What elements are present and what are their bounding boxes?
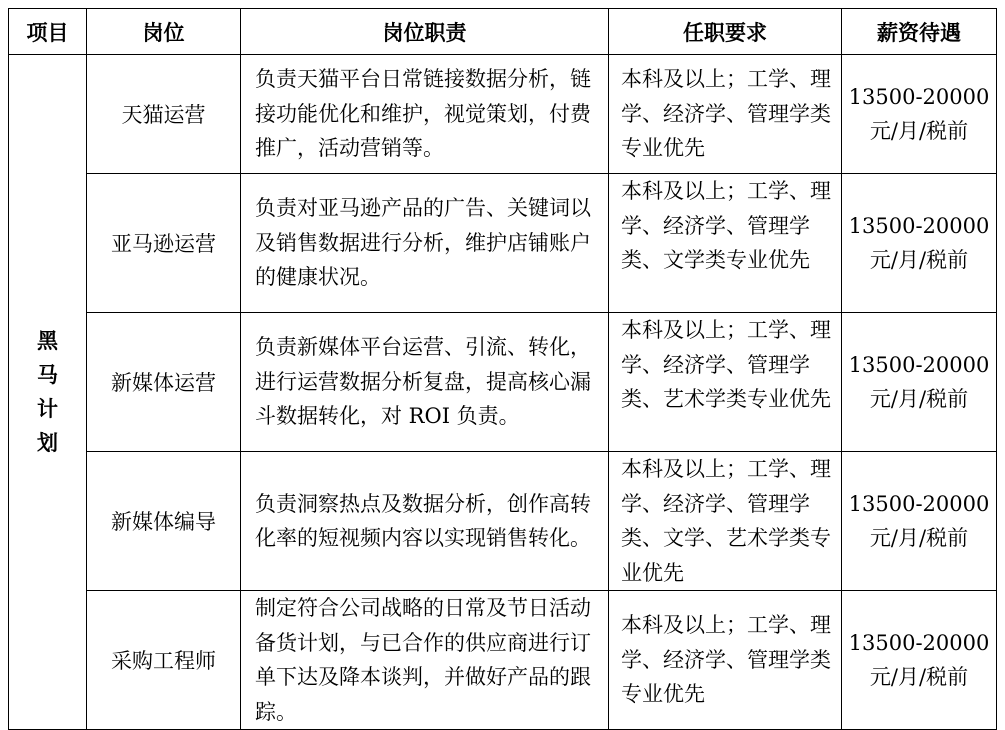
duties-cell: 制定符合公司战略的日常及节日活动备货计划，与已合作的供应商进行订单下达及降本谈判，并做好产品的跟踪。 [241, 591, 609, 730]
duties-cell: 负责对亚马逊产品的广告、关键词以及销售数据进行分析，维护店铺账户的健康状况。 [241, 174, 609, 313]
salary-unit: 元/月/税前 [869, 526, 969, 550]
table-row [9, 55, 997, 174]
project-name-char: 划 [37, 430, 58, 455]
salary-range: 13500-20000 [848, 84, 990, 109]
salary-unit: 元/月/税前 [869, 665, 969, 689]
project-name-cell [9, 55, 87, 730]
table-row [9, 313, 997, 452]
salary-cell [842, 313, 997, 452]
requirements-cell: 本科及以上；工学、理学、经济学、管理学类专业优先 [609, 55, 842, 174]
salary-range: 13500-20000 [848, 213, 990, 238]
project-name-char: 计 [37, 396, 58, 421]
header-position: 岗位 [87, 9, 241, 55]
position-cell: 采购工程师 [87, 591, 241, 730]
requirements-cell: 本科及以上；工学、理学、经济学、管理学类专业优先 [609, 591, 842, 730]
salary-unit: 元/月/税前 [869, 119, 969, 143]
position-cell: 亚马逊运营 [87, 174, 241, 313]
requirements-cell: 本科及以上；工学、理学、经济学、管理学类、艺术学类专业优先 [609, 313, 842, 452]
salary-unit: 元/月/税前 [869, 248, 969, 272]
header-salary: 薪资待遇 [842, 9, 997, 55]
salary-cell [842, 55, 997, 174]
project-name-char: 黑 [37, 328, 58, 353]
duties-cell: 负责天猫平台日常链接数据分析，链接功能优化和维护，视觉策划，付费推广，活动营销等。 [241, 55, 609, 174]
position-cell: 新媒体编导 [87, 452, 241, 591]
duties-cell: 负责新媒体平台运营、引流、转化，进行运营数据分析复盘，提高核心漏斗数据转化，对 ROI 负责。 [241, 313, 609, 452]
table-row [9, 591, 997, 730]
requirements-cell: 本科及以上；工学、理学、经济学、管理学类、文学、艺术学类专业优先 [609, 452, 842, 591]
header-requirements: 任职要求 [609, 9, 842, 55]
salary-range: 13500-20000 [848, 630, 990, 655]
salary-unit: 元/月/税前 [869, 387, 969, 411]
salary-range: 13500-20000 [848, 352, 990, 377]
requirements-cell: 本科及以上；工学、理学、经济学、管理学类、文学类专业优先 [609, 174, 842, 313]
project-name-char: 马 [37, 362, 58, 387]
header-project: 项目 [9, 9, 87, 55]
table-row [9, 174, 997, 313]
position-cell: 新媒体运营 [87, 313, 241, 452]
duties-cell: 负责洞察热点及数据分析，创作高转化率的短视频内容以实现销售转化。 [241, 452, 609, 591]
header-row [9, 9, 997, 55]
position-cell: 天猫运营 [87, 55, 241, 174]
recruitment-table [8, 8, 997, 730]
salary-cell [842, 452, 997, 591]
salary-cell [842, 174, 997, 313]
header-duties: 岗位职责 [241, 9, 609, 55]
table-row [9, 452, 997, 591]
salary-cell [842, 591, 997, 730]
salary-range: 13500-20000 [848, 491, 990, 516]
